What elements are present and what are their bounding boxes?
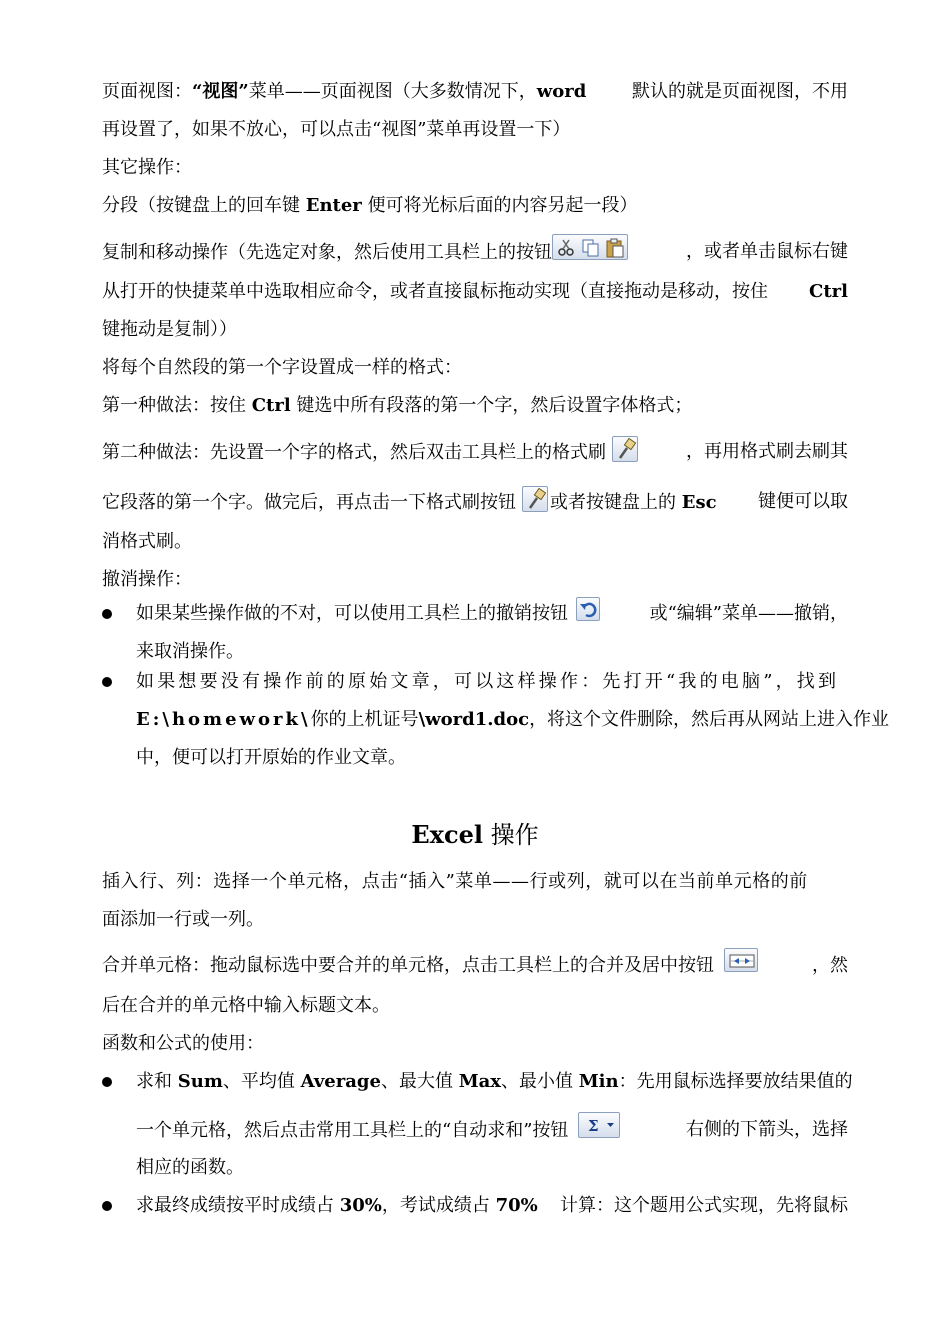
merge-line-2: 后在合并的单元格中输入标题文本。 bbox=[102, 995, 390, 1016]
insert-line-2: 面添加一行或一列。 bbox=[102, 909, 264, 930]
cut-icon bbox=[559, 240, 573, 255]
view-line-1: 页面视图：“视图”菜单——页面视图（大多数情况下，word 默认的就是页面视图，不用 bbox=[102, 81, 848, 102]
undo-bullet-1-line-2: 来取消操作。 bbox=[136, 641, 244, 662]
copy-move-line-2: 从打开的快捷菜单中选取相应命令，或者直接鼠标拖动实现（直接拖动是移动，按住 Ctrl bbox=[102, 281, 848, 302]
insert-line-1: 插入行、列：选择一个单元格，点击“插入”菜单——行或列，就可以在当前单元格的前 bbox=[102, 871, 808, 892]
undo-bullet-2-line-1: 如果想要没有操作前的原始文章，可以这样操作：先打开“我的电脑”，找到 bbox=[136, 671, 840, 692]
paragraph-split-line: 分段（按键盘上的回车键 Enter 便可将光标后面的内容另起一段） bbox=[102, 195, 638, 216]
copy-move-line-3: 键拖动是复制）） bbox=[102, 319, 237, 340]
copy-icon bbox=[583, 240, 598, 256]
bullet-dot bbox=[102, 609, 112, 619]
paste-icon bbox=[607, 239, 623, 257]
format-heading: 将每个自然段的第一个字设置成一样的格式： bbox=[102, 357, 462, 378]
method-one-line: 第一种做法：按住 Ctrl 键选中所有段落的第一个字，然后设置字体格式； bbox=[102, 395, 693, 416]
bullet-dot bbox=[102, 1077, 112, 1087]
autosum-icon bbox=[578, 1112, 620, 1138]
undo-icon bbox=[576, 597, 600, 621]
method-two-line-3: 消格式刷。 bbox=[102, 531, 192, 552]
function-bullet-1-line-3: 相应的函数。 bbox=[136, 1157, 244, 1178]
method-two-line-1: 第二种做法：先设置一个字的格式，然后双击工具栏上的格式刷 ，再用格式刷去刷其 bbox=[102, 440, 848, 466]
other-ops-heading: 其它操作： bbox=[102, 157, 192, 178]
undo-heading: 撤消操作： bbox=[102, 569, 192, 590]
svg-text:Σ: Σ bbox=[588, 1117, 600, 1135]
merge-center-icon bbox=[724, 948, 758, 972]
cut-copy-paste-buttons bbox=[552, 234, 628, 260]
view-line-2: 再设置了，如果不放心，可以点击“视图”菜单再设置一下） bbox=[102, 119, 571, 140]
format-painter-icon bbox=[612, 436, 638, 462]
format-painter-icon-2 bbox=[522, 486, 548, 512]
copy-move-line-1: 复制和移动操作（先选定对象，然后使用工具栏上的按钮 ，或者单击鼠标右键 bbox=[102, 240, 848, 266]
undo-bullet-2-line-3: 中，便可以打开原始的作业文章。 bbox=[136, 747, 406, 768]
merge-line-1: 合并单元格：拖动鼠标选中要合并的单元格，点击工具栏上的合并及居中按钮 ，然 bbox=[102, 954, 848, 978]
undo-bullet-2-line-2: E:\homework\你的上机证号\word1.doc ，将这个文件删除，然后再从网站上进入作业 bbox=[136, 709, 890, 730]
method-two-line-2: 它段落的第一个字。做完后，再点击一下格式刷按钮 或者按键盘上的 Esc 键便可以取 bbox=[102, 490, 848, 516]
excel-heading: Excel 操作 bbox=[411, 820, 539, 849]
function-bullet-1-line-1: 求和 Sum、平均值 Average、最大值 Max、最小值 Min ：先用鼠标选择要放结果值的 bbox=[136, 1071, 853, 1092]
bullet-dot bbox=[102, 677, 112, 687]
function-heading: 函数和公式的使用： bbox=[102, 1033, 264, 1054]
function-bullet-1-line-2: 一个单元格，然后点击常用工具栏上的“自动求和”按钮 Σ 右侧的下箭头，选择 bbox=[136, 1118, 848, 1144]
bullet-dot bbox=[102, 1201, 112, 1211]
undo-bullet-1-line-1: 如果某些操作做的不对，可以使用工具栏上的撤销按钮 或“编辑”菜单——撤销， bbox=[136, 602, 848, 626]
function-bullet-2-line-1: 求最终成绩按平时成绩占 30%，考试成绩占 70% 计算：这个题用公式实现，先将鼠标 bbox=[136, 1195, 848, 1216]
